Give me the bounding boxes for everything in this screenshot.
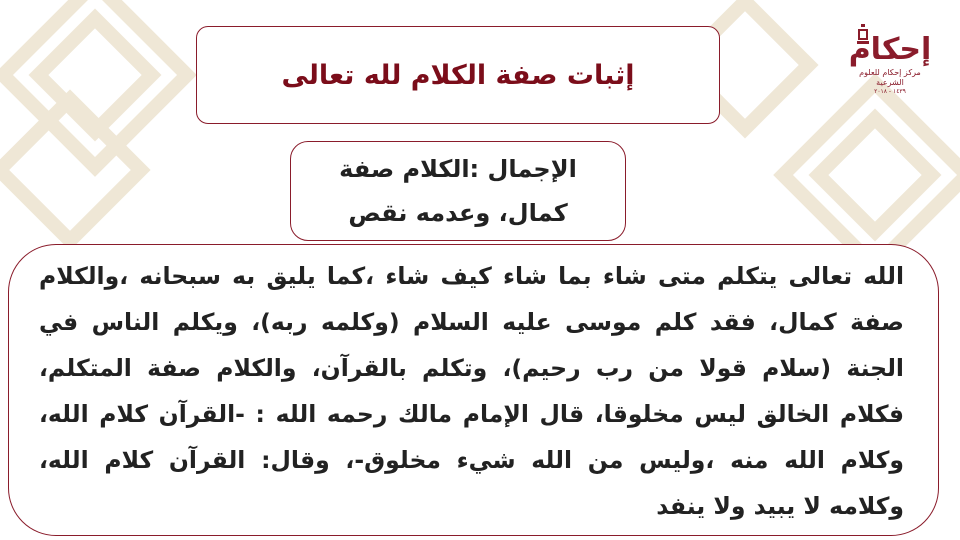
slide-title: إثبات صفة الكلام لله تعالى: [281, 59, 635, 91]
logo: [846, 24, 934, 94]
main-paragraph: الله تعالى يتكلم متى شاء بما شاء كيف شاء ،كما يليق به سبحانه ،والكلام صفة كمال، فقد كلم موسى عليه السلام (وكلمه ربه)، ويكلم الناس في الجنة (سلام قولا من رب رحيم)، وتكلم بالقرآن، والكلام صفة المتكلم، فكلام الخالق ليس مخلوقا، قال الإمام مالك رحمه الله : -القرآن كلام الله، وكلام الله منه ،وليس من الله شيء مخلوق-، وقال: القرآن كلام الله، وكلامه لا يبيد ولا ينفد: [39, 262, 904, 520]
logo-name: إحكام: [848, 32, 932, 67]
title-box: [196, 26, 720, 124]
summary-text: الإجمال :الكلام صفة كمال، وعدمه نقص: [339, 155, 577, 227]
logo-date: ١٤٣٩ - ٢٠١٨: [874, 88, 906, 95]
summary-box: [290, 141, 626, 241]
logo-subtitle: مركز إحكام للعلوم الشرعية: [859, 68, 921, 87]
main-content-box: [8, 244, 939, 536]
